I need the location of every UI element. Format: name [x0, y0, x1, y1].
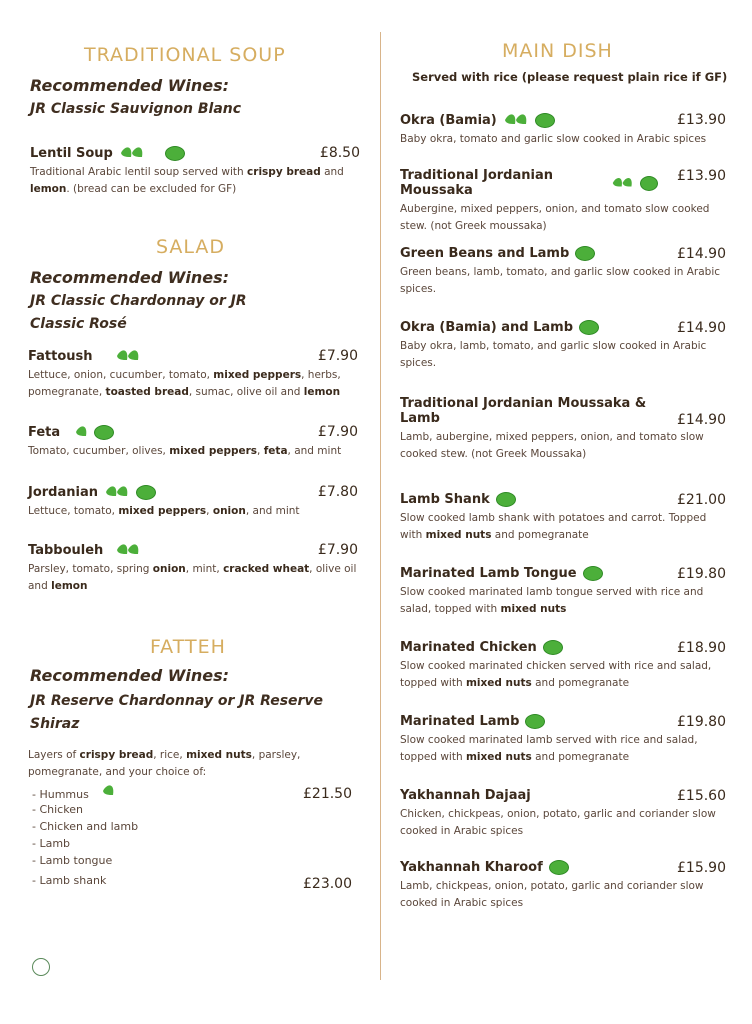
- item-desc: Lamb, aubergine, mixed peppers, onion, and tomato slow cooked stew. (not Greek Moussaka): [400, 431, 704, 460]
- item-price: £19.80: [677, 566, 726, 582]
- item-price: £18.90: [677, 640, 726, 656]
- item-name: Traditional Jordanian Moussaka & Lamb: [400, 396, 647, 426]
- soup-wines: JR Classic Sauvignon Blanc: [30, 101, 242, 117]
- item-price: £8.50: [319, 145, 360, 161]
- item-desc: Parsley, tomato, spring onion, mint, cracked wheat, olive oil and lemon: [28, 563, 357, 592]
- option-item: - Chicken and lamb: [32, 820, 139, 833]
- soup-wines-heading: Recommended Wines:: [30, 76, 230, 95]
- leaf-icon: [74, 424, 88, 440]
- item-price: £19.80: [677, 714, 726, 730]
- item-name: Yakhannah Dajaaj: [400, 788, 531, 803]
- gluten-free-icon: [525, 714, 545, 729]
- leaf-icon: [611, 175, 634, 191]
- item-price: £14.90: [677, 412, 726, 428]
- menu-item: [400, 640, 726, 692]
- salad-wines: JR Classic Chardonnay or JR Classic Rosé: [30, 293, 247, 332]
- item-price: £7.90: [317, 348, 358, 364]
- menu-item: [400, 246, 726, 298]
- menu-item: [400, 714, 726, 766]
- menu-item-feta: [28, 424, 358, 460]
- option-item: - Lamb shank: [32, 874, 107, 887]
- leaf-icon: [115, 348, 141, 364]
- item-name: Feta: [28, 424, 61, 440]
- gluten-free-icon: [94, 425, 114, 440]
- item-name: Yakhannah Kharoof: [400, 860, 543, 875]
- menu-item-fattoush: [28, 348, 358, 401]
- menu-item-jordanian: [28, 484, 358, 520]
- item-name: Marinated Chicken: [400, 640, 537, 655]
- item-desc: Lettuce, tomato, mixed peppers, onion, and mint: [28, 505, 300, 517]
- item-price: £14.90: [677, 320, 726, 336]
- gluten-free-icon: [136, 485, 156, 500]
- option-item: - Lamb: [32, 837, 71, 850]
- menu-item-tabbouleh: [28, 542, 358, 595]
- item-desc: Slow cooked marinated chicken served with rice and salad, topped with mixed nuts and pomegranate: [400, 660, 712, 689]
- item-desc: Baby okra, lamb, tomato, and garlic slow cooked in Arabic spices.: [400, 340, 707, 369]
- item-name: Lentil Soup: [30, 145, 113, 161]
- item-price: £15.60: [677, 788, 726, 804]
- item-desc: Traditional Arabic lentil soup served with crispy bread and lemon. (bread can be excluded for GF): [30, 166, 344, 195]
- item-name: Tabbouleh: [28, 542, 104, 558]
- salad-title: SALAD: [156, 236, 226, 258]
- menu-item: [400, 566, 726, 618]
- item-name: Green Beans and Lamb: [400, 246, 570, 261]
- gluten-free-icon: [535, 113, 555, 128]
- halal-icon: [32, 958, 50, 976]
- leaf-icon: [119, 145, 145, 161]
- soup-title: TRADITIONAL SOUP: [84, 44, 286, 66]
- gluten-free-icon: [575, 246, 595, 261]
- served-note: Served with rice (please request plain rice if GF): [412, 70, 728, 84]
- gluten-free-icon: [543, 640, 563, 655]
- item-desc: Slow cooked marinated lamb served with rice and salad, topped with mixed nuts and pomegranate: [400, 734, 698, 763]
- item-price: £7.80: [317, 484, 358, 500]
- menu-item: [400, 320, 726, 372]
- menu-item-lentil-soup: [30, 145, 360, 198]
- gluten-free-icon: [496, 492, 516, 507]
- item-name: Okra (Bamia) and Lamb: [400, 320, 574, 335]
- menu-item: [400, 396, 726, 463]
- item-desc: Slow cooked lamb shank with potatoes and carrot. Topped with mixed nuts and pomegranate: [400, 512, 707, 541]
- item-price: £21.00: [677, 492, 726, 508]
- item-desc: Green beans, lamb, tomato, and garlic slow cooked in Arabic spices.: [400, 266, 721, 295]
- gluten-free-icon: [579, 320, 599, 335]
- item-name: Okra (Bamia): [400, 112, 497, 128]
- menu-item: [400, 112, 726, 148]
- item-desc: Baby okra, tomato and garlic slow cooked in Arabic spices: [400, 133, 707, 145]
- item-desc: Aubergine, mixed peppers, onion, and tomato slow cooked stew. (not Greek moussaka): [400, 203, 710, 232]
- item-name: Jordanian: [28, 484, 98, 500]
- item-price: £13.90: [677, 168, 726, 184]
- fatteh-wines: JR Reserve Chardonnay or JR Reserve Shiraz: [30, 693, 324, 732]
- option-item: - Lamb tongue: [32, 854, 113, 867]
- column-divider: [380, 32, 381, 980]
- main-dish-title: MAIN DISH: [502, 40, 613, 62]
- fatteh-shank-price: £23.00: [303, 876, 352, 892]
- gluten-free-icon: [165, 146, 185, 161]
- item-desc: Chicken, chickpeas, onion, potato, garlic and coriander slow cooked in Arabic spices: [400, 808, 716, 837]
- menu-item: [400, 860, 726, 912]
- leaf-icon: [115, 542, 141, 558]
- fatteh-wines-heading: Recommended Wines:: [30, 666, 230, 685]
- fatteh-price: £21.50: [303, 786, 352, 802]
- item-desc: Lamb, chickpeas, onion, potato, garlic and coriander slow cooked in Arabic spices: [400, 880, 704, 909]
- item-price: £15.90: [677, 860, 726, 876]
- salad-wines-heading: Recommended Wines:: [30, 268, 230, 287]
- item-name: Marinated Lamb Tongue: [400, 566, 577, 581]
- leaf-icon: [503, 112, 529, 128]
- item-price: £7.90: [317, 424, 358, 440]
- item-desc: Tomato, cucumber, olives, mixed peppers, feta, and mint: [28, 445, 342, 457]
- item-price: £7.90: [317, 542, 358, 558]
- item-price: £13.90: [677, 112, 726, 128]
- gluten-free-icon: [640, 176, 658, 191]
- leaf-icon: [101, 783, 115, 799]
- menu-item: [400, 168, 726, 235]
- fatteh-desc: Layers of crispy bread, rice, mixed nuts, parsley, pomegranate, and your choice of:: [28, 749, 301, 778]
- item-name: Fattoush: [28, 348, 93, 364]
- option-item: - Hummus: [32, 786, 358, 803]
- gluten-free-icon: [549, 860, 569, 875]
- gluten-free-icon: [583, 566, 603, 581]
- fatteh-title: FATTEH: [150, 636, 226, 658]
- menu-item: [400, 492, 726, 544]
- item-desc: Lettuce, onion, cucumber, tomato, mixed peppers, herbs, pomegranate, toasted bread, sumac, olive oil and lemon: [28, 369, 341, 398]
- leaf-icon: [104, 484, 130, 500]
- item-name: Marinated Lamb: [400, 714, 520, 729]
- item-name: Traditional Jordanian Moussaka: [400, 168, 553, 198]
- item-name: Lamb Shank: [400, 492, 490, 507]
- menu-item: [400, 788, 726, 840]
- item-price: £14.90: [677, 246, 726, 262]
- option-item: - Chicken: [32, 803, 83, 816]
- item-desc: Slow cooked marinated lamb tongue served with rice and salad, topped with mixed nuts: [400, 586, 704, 615]
